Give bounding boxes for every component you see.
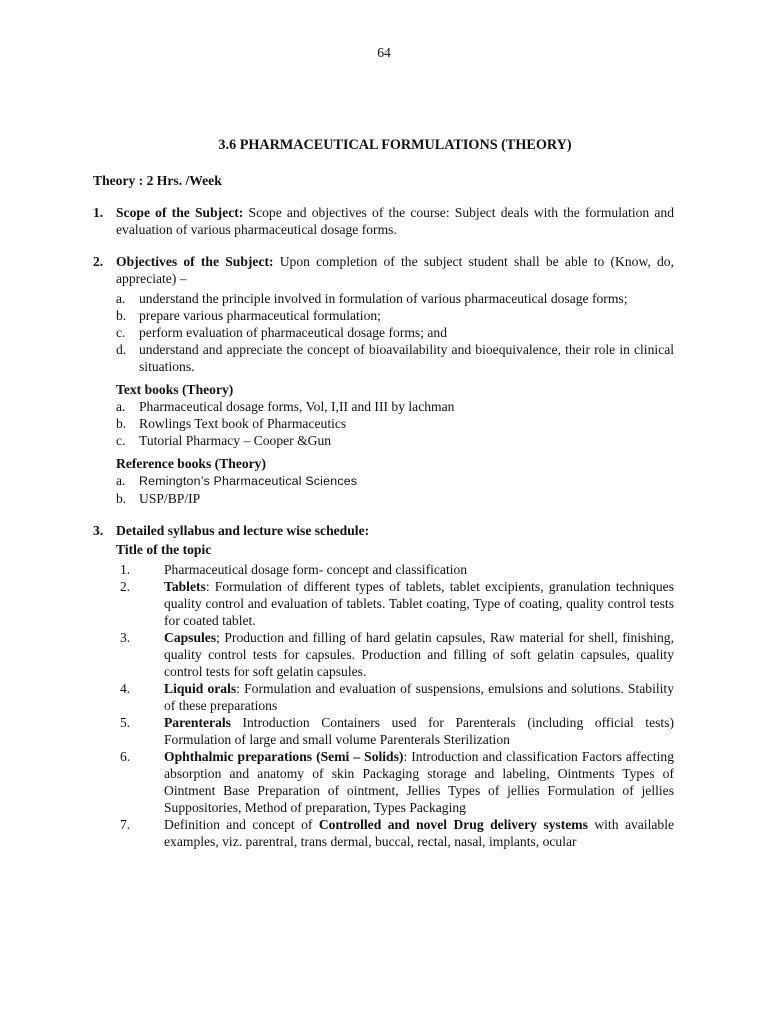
- list-item: d. understand and appreciate the concept of bioavailability and bioequivalence, their role in clinical situations.: [116, 342, 674, 374]
- theory-hours: Theory : 2 Hrs. /Week: [93, 173, 222, 188]
- list-item: b. USP/BP/IP: [116, 491, 201, 506]
- page-number: 64: [377, 45, 391, 60]
- section-objectives: [93, 253, 674, 507]
- objectives-paragraph: [93, 253, 674, 287]
- reference-heading: Reference books (Theory): [116, 456, 267, 471]
- list-item: 7. Definition and concept of Controlled and novel Drug delivery systems with available examples, viz. parentral, trans dermal, buccal, rectal, nasal, implants, ocular: [120, 817, 674, 849]
- syllabus-heading-paragraph: [93, 522, 674, 539]
- section-number: 3.: [93, 523, 104, 538]
- section-heading: Objectives of the Subject:: [116, 254, 274, 269]
- section-heading: Detailed syllabus and lecture wise schedule:: [116, 523, 370, 538]
- section-number: 1.: [93, 205, 104, 220]
- list-item: 3. Capsules; Production and filling of hard gelatin capsules, Raw material for shell, finishing, quality control tests for capsules. Production and filling of soft gelatin capsules, quality control tests for soft gelatin capsules.: [120, 630, 674, 679]
- page-title: 3.6 PHARMACEUTICAL FORMULATIONS (THEORY): [218, 137, 572, 153]
- list-item: a. Remington’s Pharmaceutical Sciences: [116, 473, 358, 488]
- topic-title: Title of the topic: [116, 542, 212, 557]
- list-item: 6. Ophthalmic preparations (Semi – Solids): Introduction and classification Factors affecting absorption and anatomy of skin Packaging storage and labeling, Ointments Types of Ointment Base Preparation of ointment, Jellies Types of jellies Formulation of jellies Suppositories, Method of preparation, Types Packaging: [120, 749, 674, 815]
- list-item: 1. Pharmaceutical dosage form- concept and classification: [120, 562, 468, 577]
- section-text: Scope and objectives of the course: Subject deals with the formulation and evaluation of various pharmaceutical dosage forms.: [116, 205, 675, 237]
- section-syllabus: [93, 522, 674, 850]
- list-item: 4. Liquid orals: Formulation and evaluation of suspensions, emulsions and solutions. Stability of these preparations: [120, 681, 674, 713]
- reference-list: [116, 472, 674, 507]
- topics-list: [116, 561, 674, 850]
- list-item: c. Tutorial Pharmacy – Cooper &Gun: [116, 433, 332, 448]
- objectives-list: [116, 290, 674, 375]
- list-item: 5. Parenterals Introduction Containers used for Parenterals (including official tests) Formulation of large and small volume Parenterals Sterilization: [120, 715, 674, 747]
- section-text: Upon completion of the subject student shall be able to (Know, do, appreciate) –: [116, 254, 674, 286]
- textbooks-heading: Text books (Theory): [116, 382, 234, 397]
- textbooks-list: [116, 398, 674, 449]
- list-item: b. Rowlings Text book of Pharmaceutics: [116, 416, 347, 431]
- list-item: 2. Tablets: Formulation of different types of tablets, tablet excipients, granulation techniques quality control and evaluation of tablets. Tablet coating, Type of coating, quality control tests for coated tablet.: [120, 579, 674, 628]
- section-number: 2.: [93, 254, 104, 269]
- document-body: [93, 172, 674, 850]
- section-heading: Scope of the Subject:: [116, 205, 244, 220]
- list-item: c. perform evaluation of pharmaceutical dosage forms; and: [116, 325, 448, 340]
- list-item: a. understand the principle involved in formulation of various pharmaceutical dosage forms;: [116, 291, 628, 306]
- list-item: a. Pharmaceutical dosage forms, Vol, I,II and III by lachman: [116, 399, 455, 414]
- list-item: b. prepare various pharmaceutical formulation;: [116, 308, 381, 323]
- section-scope: [93, 204, 674, 238]
